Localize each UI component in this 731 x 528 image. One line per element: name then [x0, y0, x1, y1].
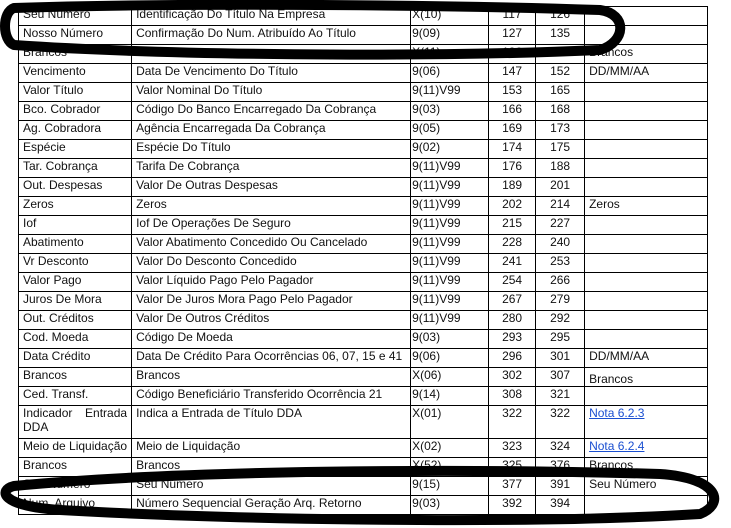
field-description: Valor De Outros Créditos	[132, 311, 411, 330]
field-start: 166	[489, 102, 536, 121]
field-picture: X(11)	[411, 45, 489, 64]
field-start: 189	[489, 178, 536, 197]
field-start: 254	[489, 273, 536, 292]
field-name: Brancos	[19, 45, 132, 64]
field-end: 324	[536, 439, 585, 458]
field-name	[19, 406, 132, 439]
field-name: Valor Título	[19, 83, 132, 102]
field-end: 266	[536, 273, 585, 292]
field-description: Indica a Entrada de Título DDA	[132, 406, 411, 439]
field-note	[585, 178, 708, 197]
field-note	[585, 140, 708, 159]
field-name: Juros De Mora	[19, 292, 132, 311]
field-note: DD/MM/AA	[585, 64, 708, 83]
field-name: Ag. Cobradora	[19, 121, 132, 140]
field-note	[585, 235, 708, 254]
table-row	[19, 387, 708, 406]
field-start: 308	[489, 387, 536, 406]
field-name: Seu Número	[19, 477, 132, 496]
field-start: 241	[489, 254, 536, 273]
field-end: 240	[536, 235, 585, 254]
field-note	[585, 439, 708, 458]
field-end: 173	[536, 121, 585, 140]
field-description: Código De Moeda	[132, 330, 411, 349]
table-row	[19, 159, 708, 178]
field-name: Tar. Cobrança	[19, 159, 132, 178]
field-name: Brancos	[19, 368, 132, 387]
field-end: 322	[536, 406, 585, 439]
field-end: 292	[536, 311, 585, 330]
field-end: 253	[536, 254, 585, 273]
field-start: 176	[489, 159, 536, 178]
field-picture: 9(11)V99	[411, 292, 489, 311]
field-start: 377	[489, 477, 536, 496]
note-link[interactable]: Nota 6.2.3	[589, 406, 645, 420]
field-note	[585, 216, 708, 235]
field-start: 323	[489, 439, 536, 458]
field-note	[585, 496, 708, 515]
field-name: Espécie	[19, 140, 132, 159]
field-picture: 9(11)V99	[411, 235, 489, 254]
field-start: 392	[489, 496, 536, 515]
field-note	[585, 159, 708, 178]
field-start: 215	[489, 216, 536, 235]
field-description: Espécie Do Título	[132, 140, 411, 159]
field-description: Brancos	[132, 368, 411, 387]
field-picture: 9(11)V99	[411, 197, 489, 216]
field-note: Zeros	[585, 197, 708, 216]
field-picture: 9(11)V99	[411, 273, 489, 292]
field-end: 152	[536, 64, 585, 83]
field-picture: 9(14)	[411, 387, 489, 406]
table-row	[19, 140, 708, 159]
field-note	[585, 292, 708, 311]
table-row	[19, 83, 708, 102]
field-description: Código Do Banco Encarregado Da Cobrança	[132, 102, 411, 121]
table-row	[19, 273, 708, 292]
field-picture: 9(11)V99	[411, 311, 489, 330]
field-note	[585, 330, 708, 349]
field-description: Zeros	[132, 197, 411, 216]
table-row	[19, 292, 708, 311]
field-end: 391	[536, 477, 585, 496]
table-row	[19, 216, 708, 235]
field-start: 280	[489, 311, 536, 330]
field-start: 325	[489, 458, 536, 477]
field-name: Iof	[19, 216, 132, 235]
field-picture: X(10)	[411, 7, 489, 26]
field-start: 127	[489, 26, 536, 45]
field-start: 296	[489, 349, 536, 368]
field-description: Valor Abatimento Concedido Ou Cancelado	[132, 235, 411, 254]
field-picture: X(06)	[411, 368, 489, 387]
field-name: Zeros	[19, 197, 132, 216]
field-end: 214	[536, 197, 585, 216]
table-row	[19, 26, 708, 45]
field-picture: X(02)	[411, 439, 489, 458]
field-start: 174	[489, 140, 536, 159]
table-row	[19, 439, 708, 458]
field-note	[585, 102, 708, 121]
field-note	[585, 311, 708, 330]
field-note: Brancos	[585, 45, 708, 64]
table-row	[19, 64, 708, 83]
field-picture: 9(11)V99	[411, 159, 489, 178]
field-name: Seu Número	[19, 7, 132, 26]
field-description: Valor Do Desconto Concedido	[132, 254, 411, 273]
table-row	[19, 368, 708, 387]
field-end: 376	[536, 458, 585, 477]
field-name: Out. Despesas	[19, 178, 132, 197]
field-picture: 9(11)V99	[411, 254, 489, 273]
field-picture: 9(11)V99	[411, 216, 489, 235]
field-description: Data De Crédito Para Ocorrências 06, 07, 15 e 41	[132, 349, 411, 368]
field-picture: 9(11)V99	[411, 178, 489, 197]
field-start: 302	[489, 368, 536, 387]
note-link[interactable]: Nota 6.2.4	[589, 439, 645, 453]
field-name: Nosso Número	[19, 26, 132, 45]
field-name: Meio de Liquidação	[19, 439, 132, 458]
table-row	[19, 477, 708, 496]
table-row	[19, 45, 708, 64]
field-start: 267	[489, 292, 536, 311]
field-description: Número Sequencial Geração Arq. Retorno	[132, 496, 411, 515]
field-picture: 9(06)	[411, 64, 489, 83]
field-picture: 9(02)	[411, 140, 489, 159]
field-picture: 9(05)	[411, 121, 489, 140]
field-end: 175	[536, 140, 585, 159]
field-start: 117	[489, 7, 536, 26]
field-description: Tarifa De Cobrança	[132, 159, 411, 178]
layout-table	[18, 6, 708, 515]
field-name: Vr Desconto	[19, 254, 132, 273]
field-end: 146	[536, 45, 585, 64]
field-note: DD/MM/AA	[585, 349, 708, 368]
field-picture: 9(03)	[411, 330, 489, 349]
field-end: 394	[536, 496, 585, 515]
field-end: 301	[536, 349, 585, 368]
field-end: 307	[536, 368, 585, 387]
field-note	[585, 26, 708, 45]
field-start: 293	[489, 330, 536, 349]
field-name: Cod. Moeda	[19, 330, 132, 349]
field-start: 147	[489, 64, 536, 83]
field-description: Iof De Operações De Seguro	[132, 216, 411, 235]
field-name: Ced. Transf.	[19, 387, 132, 406]
field-end: 126	[536, 7, 585, 26]
field-end: 188	[536, 159, 585, 178]
field-picture: 9(03)	[411, 496, 489, 515]
field-description: Código Beneficiário Transferido Ocorrência 21	[132, 387, 411, 406]
table-body	[19, 7, 708, 515]
field-note: Brancos	[585, 458, 708, 477]
field-note	[585, 254, 708, 273]
field-picture: 9(03)	[411, 102, 489, 121]
field-description: Brancos	[132, 45, 411, 64]
field-note	[585, 83, 708, 102]
field-start: 169	[489, 121, 536, 140]
field-picture: 9(09)	[411, 26, 489, 45]
table-row	[19, 102, 708, 121]
field-end: 321	[536, 387, 585, 406]
field-name: Vencimento	[19, 64, 132, 83]
field-note	[585, 406, 708, 439]
table-row	[19, 178, 708, 197]
field-end: 295	[536, 330, 585, 349]
field-end: 201	[536, 178, 585, 197]
table-row	[19, 458, 708, 477]
field-start: 322	[489, 406, 536, 439]
table-row	[19, 197, 708, 216]
field-end: 165	[536, 83, 585, 102]
field-name: Num. Arquivo	[19, 496, 132, 515]
field-description: Valor Nominal Do Título	[132, 83, 411, 102]
field-start: 228	[489, 235, 536, 254]
field-description: Valor De Juros Mora Pago Pelo Pagador	[132, 292, 411, 311]
field-description: Agência Encarregada Da Cobrança	[132, 121, 411, 140]
field-note	[585, 7, 708, 26]
table-row	[19, 349, 708, 368]
field-end: 279	[536, 292, 585, 311]
field-picture: 9(15)	[411, 477, 489, 496]
field-name: Data Crédito	[19, 349, 132, 368]
field-picture: 9(11)V99	[411, 83, 489, 102]
field-name: Valor Pago	[19, 273, 132, 292]
field-picture: X(01)	[411, 406, 489, 439]
field-start: 202	[489, 197, 536, 216]
field-description: Data De Vencimento Do Título	[132, 64, 411, 83]
field-note	[585, 273, 708, 292]
field-name: Abatimento	[19, 235, 132, 254]
field-start: 136	[489, 45, 536, 64]
table-row	[19, 7, 708, 26]
table-row	[19, 496, 708, 515]
table-row	[19, 311, 708, 330]
field-note: Seu Número	[585, 477, 708, 496]
field-picture: X(52)	[411, 458, 489, 477]
field-note: Brancos	[585, 368, 708, 387]
field-picture: 9(06)	[411, 349, 489, 368]
table-row	[19, 254, 708, 273]
field-name: Out. Créditos	[19, 311, 132, 330]
field-name: Brancos	[19, 458, 132, 477]
field-name-text: Indicador Entrada DDA	[23, 406, 128, 434]
field-description: Valor Líquido Pago Pelo Pagador	[132, 273, 411, 292]
table-row	[19, 235, 708, 254]
field-description: Confirmação Do Num. Atribuído Ao Título	[132, 26, 411, 45]
field-description: Brancos	[132, 458, 411, 477]
field-end: 227	[536, 216, 585, 235]
field-start: 153	[489, 83, 536, 102]
field-end: 168	[536, 102, 585, 121]
field-note	[585, 387, 708, 406]
table-row	[19, 330, 708, 349]
field-description: Valor De Outras Despesas	[132, 178, 411, 197]
field-end: 135	[536, 26, 585, 45]
field-description: Meio de Liquidação	[132, 439, 411, 458]
field-description: Seu Número	[132, 477, 411, 496]
field-note	[585, 121, 708, 140]
field-name: Bco. Cobrador	[19, 102, 132, 121]
field-description: Identificação Do Título Na Empresa	[132, 7, 411, 26]
table-row	[19, 121, 708, 140]
table-row	[19, 406, 708, 439]
